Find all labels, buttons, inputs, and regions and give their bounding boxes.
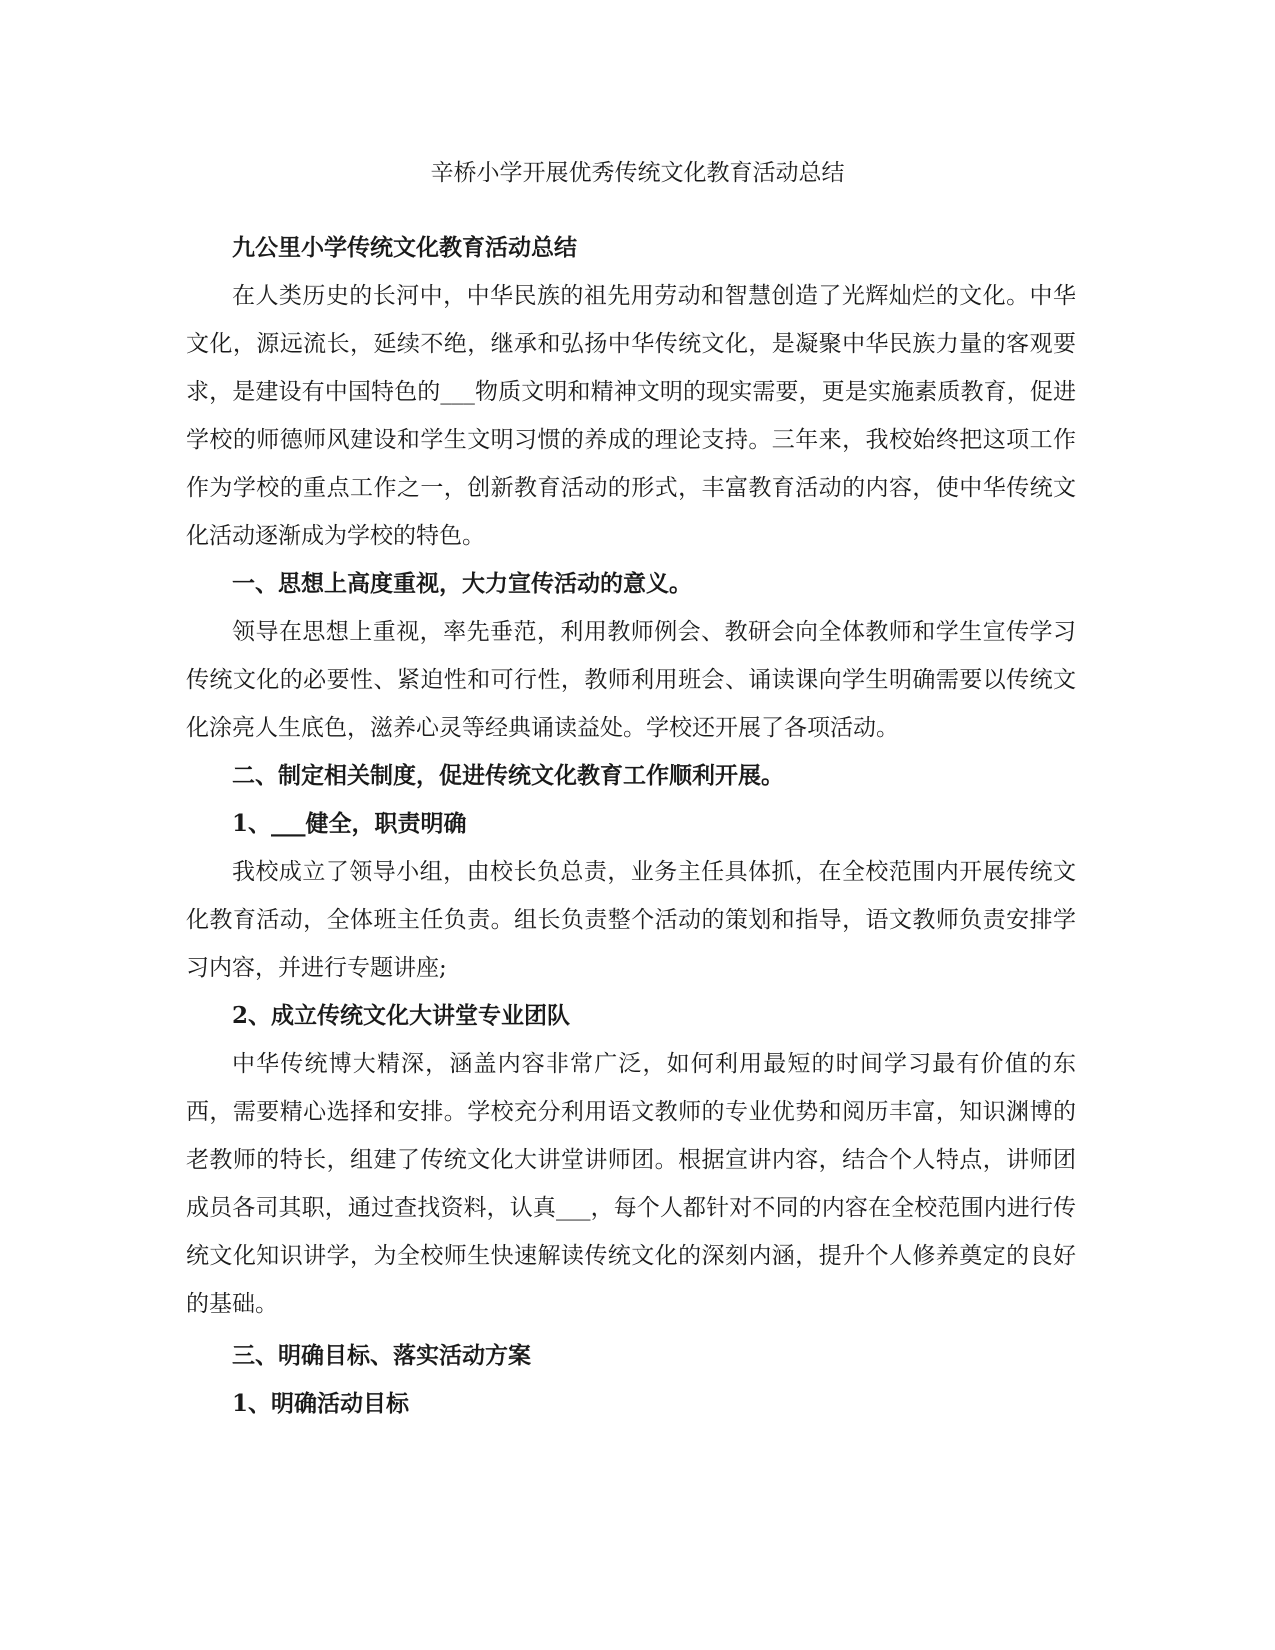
body-paragraph: 领导在思想上重视，率先垂范，利用教师例会、教研会向全体教师和学生宣传学习传统文化的必要性、紧迫性和可行性，教师利用班会、诵读课向学生明确需要以传统文化涂亮人生底色，滋养心灵等经典诵读益处。学校还开展了各项活动。	[186, 619, 1076, 741]
body-paragraph: 中华传统博大精深，涵盖内容非常广泛，如何利用最短的时间学习最有价值的东西，需要精心选择和安排。学校充分利用语文教师的专业优势和阅历丰富，知识渊博的老教师的特长，组建了传统文化大讲堂讲师团。根据宣讲内容，结合个人特点，讲师团成员各司其职，通过查找资料，认真___，每个人都针对不同的内容在全校范围内进行传统文化知识讲学，为全校师生快速解读传统文化的深刻内涵，提升个人修养奠定的良好的基础。	[186, 1051, 1076, 1317]
subsection-heading: 2、成立传统文化大讲堂专业团队	[232, 1002, 571, 1029]
subsection-heading: 1、___健全，职责明确	[232, 810, 467, 837]
section-heading: 九公里小学传统文化教育活动总结	[232, 234, 577, 261]
subsection-heading: 1、明确活动目标	[232, 1390, 410, 1417]
body-paragraph: 我校成立了领导小组，由校长负总责，业务主任具体抓，在全校范围内开展传统文化教育活动，全体班主任负责。组长负责整个活动的策划和指导，语文教师负责安排学习内容，并进行专题讲座;	[186, 859, 1076, 981]
document-title: 辛桥小学开展优秀传统文化教育活动总结	[430, 160, 845, 186]
section-heading: 一、思想上高度重视，大力宣传活动的意义。	[232, 570, 692, 597]
body-paragraph: 在人类历史的长河中，中华民族的祖先用劳动和智慧创造了光辉灿烂的文化。中华文化，源远流长，延续不绝，继承和弘扬中华传统文化，是凝聚中华民族力量的客观要求，是建设有中国特色的___物质文明和精神文明的现实需要，更是实施素质教育，促进学校的师德师风建设和学生文明习惯的养成的理论支持。三年来，我校始终把这项工作作为学校的重点工作之一，创新教育活动的形式，丰富教育活动的内容，使中华传统文化活动逐渐成为学校的特色。	[186, 283, 1076, 549]
section-heading: 三、明确目标、落实活动方案	[232, 1342, 531, 1369]
document-body	[186, 224, 1076, 1428]
section-heading: 二、制定相关制度，促进传统文化教育工作顺利开展。	[232, 762, 784, 789]
